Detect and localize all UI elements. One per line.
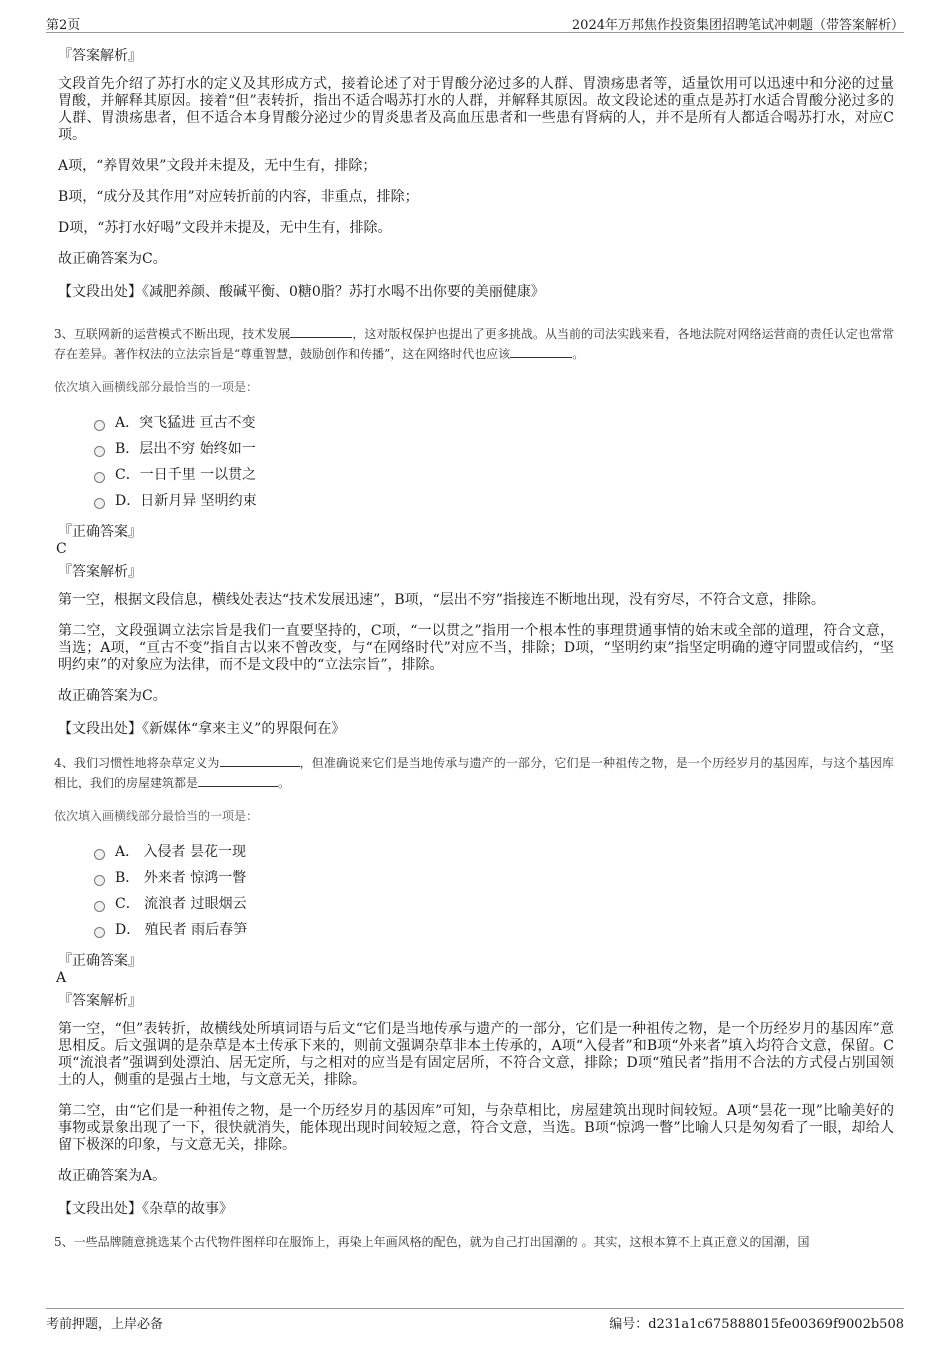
option-c[interactable]: C． 流浪者 过眼烟云 (94, 891, 894, 917)
radio-icon[interactable] (94, 875, 105, 886)
analysis-paragraph: 故正确答案为C。 (58, 688, 167, 704)
option-c[interactable]: C．一日千里 一以贯之 (94, 462, 894, 488)
radio-icon[interactable] (94, 849, 105, 860)
analysis-paragraph: D项，“苏打水好喝”文段并未提及，无中生有，排除。 (58, 220, 392, 236)
footer-slogan: 考前押题，上岸必备 (46, 1317, 164, 1332)
passage-source: 【文段出处】《杂草的故事》 (58, 1201, 233, 1217)
radio-icon[interactable] (94, 420, 105, 431)
question-stem: 4、我们习惯性地将杂草定义为 ，但准确说来它们是当地传承与遗产的一部分，它们是一种祖传之物，是一个历经岁月的基因库，与这个基因库相比，我们的房屋建筑都是 。 (54, 756, 894, 790)
analysis-paragraph: 故正确答案为A。 (58, 1168, 167, 1184)
option-list (94, 839, 894, 943)
question-prompt: 依次填入画横线部分最恰当的一项是： (54, 809, 259, 823)
fill-blank (220, 754, 300, 767)
analysis-paragraph: B项，“成分及其作用”对应转折前的内容，非重点，排除； (58, 189, 419, 205)
fill-blank (290, 325, 352, 338)
option-b[interactable]: B． 外来者 惊鸿一瞥 (94, 865, 894, 891)
analysis-paragraph: A项，“养胃效果”文段并未提及，无中生有，排除； (58, 158, 377, 174)
question-stem: 3、互联网新的运营模式不断出现，技术发展 ，这对版权保护也提出了更多挑战。从当前的司法实践来看，各地法院对网络运营商的责任认定也常常存在差异。著作权法的立法宗旨是“尊重智慧，鼓励创作和传播”，这在网络时代也应该 。 (54, 327, 894, 361)
passage-source: 【文段出处】《新媒体“拿来主义”的界限何在》 (58, 721, 346, 737)
radio-icon[interactable] (94, 927, 105, 938)
radio-icon[interactable] (94, 472, 105, 483)
option-a[interactable]: A．突飞猛进 亘古不变 (94, 410, 894, 436)
correct-answer: A (56, 970, 67, 986)
radio-icon[interactable] (94, 901, 105, 912)
document-title: 2024年万邦焦作投资集团招聘笔试冲刺题（带答案解析） (571, 18, 904, 33)
analysis-label: 『答案解析』 (58, 48, 142, 64)
option-a[interactable]: A． 入侵者 昙花一现 (94, 839, 894, 865)
radio-icon[interactable] (94, 498, 105, 509)
answer-label: 『正确答案』 (58, 953, 142, 969)
document-code: 编号：d231a1c675888015fe00369f9002b508 (609, 1317, 904, 1332)
radio-icon[interactable] (94, 446, 105, 457)
passage-source: 【文段出处】《减肥养颜、酸碱平衡、0糖0脂？苏打水喝不出你要的美丽健康》 (58, 284, 545, 300)
option-b[interactable]: B．层出不穷 始终如一 (94, 436, 894, 462)
page-header (46, 12, 904, 33)
question-stem-partial: 5、一些品牌随意挑选某个古代物件图样印在服饰上，再染上年画风格的配色，就为自己打出国潮的 。其实，这根本算不上真正意义的国潮，国 (54, 1235, 810, 1249)
fill-blank (198, 774, 278, 787)
answer-label: 『正确答案』 (58, 524, 142, 540)
correct-answer: C (56, 541, 67, 557)
page-content (54, 46, 894, 1251)
analysis-paragraph: 第一空，根据文段信息，横线处表达“技术发展迅速”，B项，“层出不穷”指接连不断地出现，没有穷尽，不符合文意，排除。 (58, 592, 825, 608)
option-d[interactable]: D． 殖民者 雨后春笋 (94, 917, 894, 943)
page-footer (46, 1308, 904, 1331)
analysis-paragraph: 第二空，文段强调立法宗旨是我们一直要坚持的，C项，“一以贯之”指用一个根本性的事理贯通事情的始末或全部的道理，符合文意，当选；A项，“亘古不变”指自古以来不曾改变，与“在网络时代”对应不当，排除；D项，“坚明约束”指坚定明确的遵守同盟或信约，“坚明约束”的对象应为法律，而不是文段中的“立法宗旨”，排除。 (58, 623, 894, 673)
analysis-paragraph: 文段首先介绍了苏打水的定义及其形成方式，接着论述了对于胃酸分泌过多的人群、胃溃疡患者等，适量饮用可以迅速中和分泌的过量胃酸，并解释其原因。接着“但”表转折，指出不适合喝苏打水的人群，并解释其原因。故文段论述的重点是苏打水适合胃酸分泌过多的人群、胃溃疡患者，但不适合本身胃酸分泌过少的胃炎患者及高血压患者和一些患有肾病的人，并不是所有人都适合喝苏打水，对应C项。 (58, 76, 894, 143)
analysis-label: 『答案解析』 (58, 993, 142, 1009)
analysis-paragraph: 故正确答案为C。 (58, 251, 167, 267)
page-number: 第2页 (46, 18, 81, 33)
question-prompt: 依次填入画横线部分最恰当的一项是： (54, 380, 259, 394)
analysis-label: 『答案解析』 (58, 564, 142, 580)
fill-blank (510, 345, 572, 358)
option-d[interactable]: D．日新月异 坚明约束 (94, 488, 894, 514)
analysis-paragraph: 第二空，由“它们是一种祖传之物，是一个历经岁月的基因库”可知，与杂草相比，房屋建筑出现时间较短。A项“昙花一现”比喻美好的事物或景象出现了一下，很快就消失，能体现出现时间较短之意，符合文意，当选。B项“惊鸿一瞥”比喻人只是匆匆看了一眼，却给人留下极深的印象，与文意无关，排除。 (58, 1103, 894, 1153)
option-list (94, 410, 894, 514)
analysis-paragraph: 第一空，“但”表转折，故横线处所填词语与后文“它们是当地传承与遗产的一部分，它们是一种祖传之物，是一个历经岁月的基因库”意思相反。后文强调的是杂草是本土传承下来的，则前文强调杂草非本土传承的，A项“入侵者”和B项“外来者”填入均符合文意，保留。C项“流浪者”强调到处漂泊、居无定所，与之相对的应当是有固定居所，不符合文意，排除；D项“殖民者”指用不合法的方式侵占别国领土的人，侧重的是强占土地，与文意无关，排除。 (58, 1021, 894, 1088)
